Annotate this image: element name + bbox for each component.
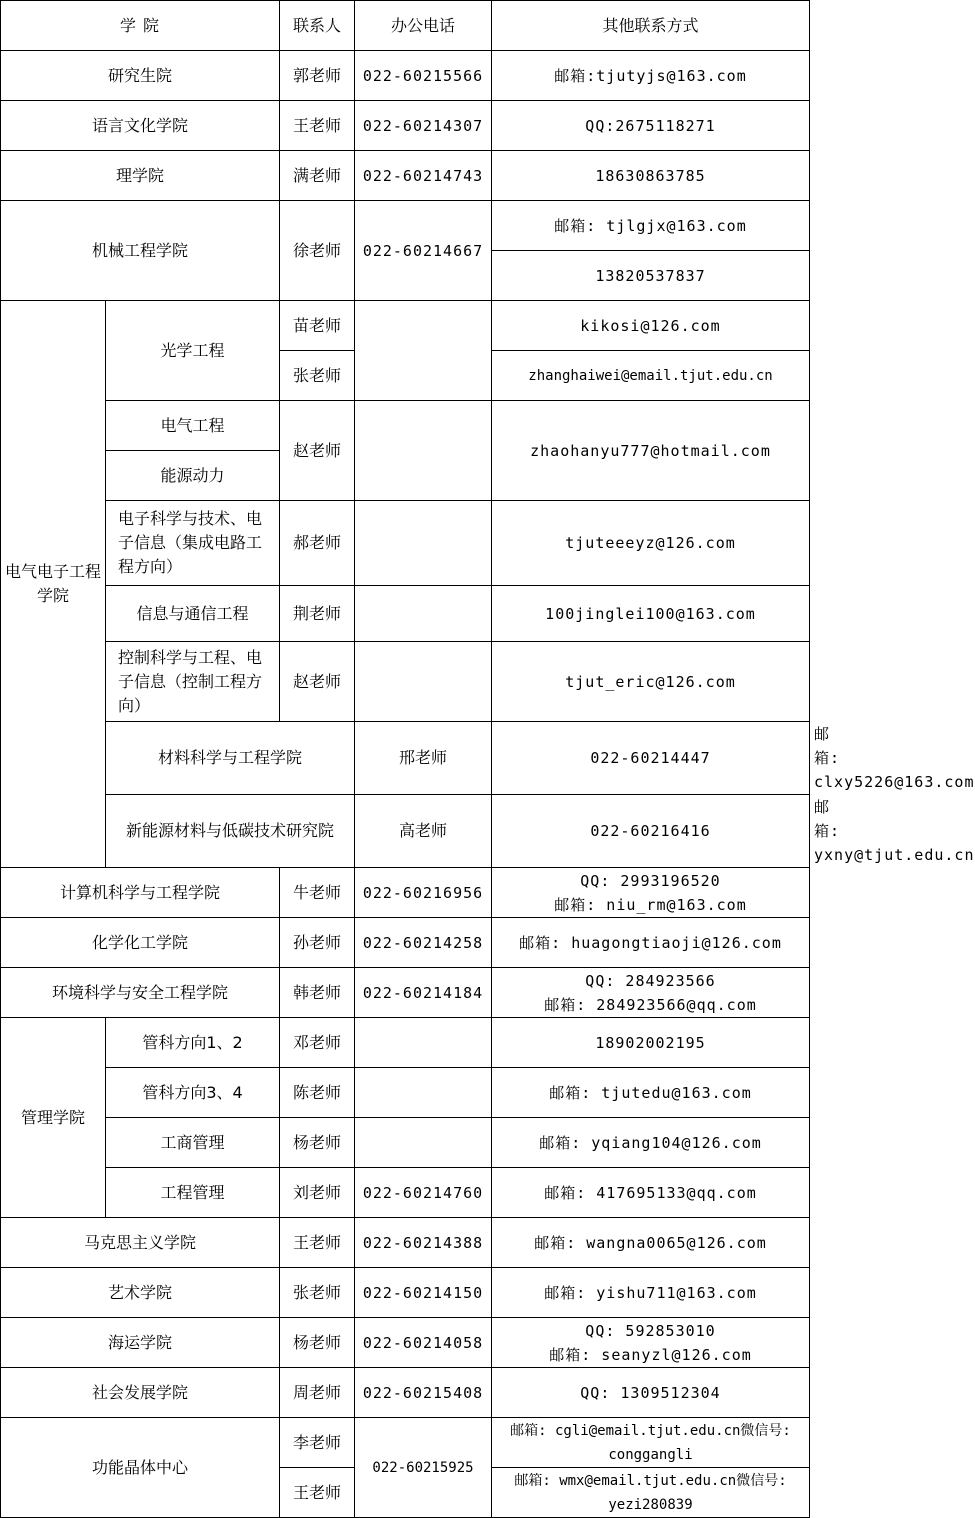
office-phone: 022-60214184 [355,968,492,1018]
other-contact: 18630863785 [492,151,810,201]
other-contact-line: 邮箱: 284923566@qq.com [544,995,757,1014]
other-contact: 邮箱: tjutedu@163.com [492,1068,810,1118]
office-phone [355,401,492,501]
other-contact: 18902002195 [492,1018,810,1068]
office-phone: 022-60214150 [355,1268,492,1318]
contact-person: 高老师 [355,795,492,868]
contact-person: 荆老师 [280,586,355,642]
contact-person: 赵老师 [280,401,355,501]
other-contact: 邮箱: tjlgjx@163.com [492,201,810,251]
other-contact: zhaohanyu777@hotmail.com [492,401,810,501]
office-phone: 022-60215408 [355,1368,492,1418]
other-contact [492,868,810,918]
contact-person: 韩老师 [280,968,355,1018]
table-row: 材料科学与工程学院 邢老师 022-60214447 邮箱: clxy5226@163.com [1,722,810,795]
other-contact-line: 邮箱: niu_rm@163.com [554,895,747,914]
major-name: 信息与通信工程 [106,586,280,642]
header-contact: 联系人 [280,1,355,51]
other-contact: 邮箱: 417695133@qq.com [492,1168,810,1218]
header-phone: 办公电话 [355,1,492,51]
major-name: 工商管理 [106,1118,280,1168]
contact-person: 邢老师 [355,722,492,795]
table-row: 新能源材料与低碳技术研究院 高老师 022-60216416 邮箱: yxny@tjut.edu.cn [1,795,810,868]
table-row [1,1018,810,1068]
other-contact: 邮箱: yishu711@163.com [492,1268,810,1318]
contact-person: 孙老师 [280,918,355,968]
college-name: 化学化工学院 [1,918,280,968]
table-row [1,501,810,586]
office-phone: 022-60214258 [355,918,492,968]
other-contact: 邮箱: yqiang104@126.com [492,1118,810,1168]
office-phone: 022-60214307 [355,101,492,151]
office-phone: 022-60214760 [355,1168,492,1218]
table-row [1,642,810,722]
major-name: 能源动力 [106,451,280,501]
major-name: 管科方向1、2 [106,1018,280,1068]
office-phone [355,586,492,642]
major-name: 管科方向3、4 [106,1068,280,1118]
contact-person: 郝老师 [280,501,355,586]
other-contact-line: 邮箱: seanyzl@126.com [549,1345,752,1364]
office-phone [355,1068,492,1118]
college-name: 语言文化学院 [1,101,280,151]
table-row [1,586,810,642]
major-name: 电气工程 [106,401,280,451]
major-name: 电子科学与技术、电子信息（集成电路工程方向） [106,501,280,586]
header-other: 其他联系方式 [492,1,810,51]
table-row [1,301,810,351]
other-contact: 邮箱: wmx@email.tjut.edu.cn微信号: yezi280839 [492,1468,810,1518]
other-contact: 13820537837 [492,251,810,301]
college-name: 海运学院 [1,1318,280,1368]
other-contact [492,1318,810,1368]
other-contact-line: QQ: 284923566 [585,971,716,990]
other-contact: kikosi@126.com [492,301,810,351]
college-name: 马克思主义学院 [1,1218,280,1268]
major-name: 工程管理 [106,1168,280,1218]
contact-person: 杨老师 [280,1318,355,1368]
college-name: 艺术学院 [1,1268,280,1318]
table-row [1,1418,810,1468]
office-phone: 022-60215925 [355,1418,492,1518]
contact-person: 满老师 [280,151,355,201]
table-row [1,968,810,1018]
table-row [1,201,810,251]
other-contact: 邮箱: cgli@email.tjut.edu.cn微信号: conggangli [492,1418,810,1468]
other-contact: 100jinglei100@163.com [492,586,810,642]
table-row [1,868,810,918]
other-contact: QQ: 1309512304 [492,1368,810,1418]
college-name: 理学院 [1,151,280,201]
contact-person: 张老师 [280,1268,355,1318]
other-contact: 邮箱: huagongtiaoji@126.com [492,918,810,968]
contact-person: 陈老师 [280,1068,355,1118]
table-row [1,51,810,101]
contact-person: 刘老师 [280,1168,355,1218]
contact-person: 王老师 [280,1218,355,1268]
office-phone [355,1018,492,1068]
other-contact: tjuteeeyz@126.com [492,501,810,586]
contact-person: 徐老师 [280,201,355,301]
header-college: 学 院 [1,1,280,51]
office-phone: 022-60214058 [355,1318,492,1368]
other-contact-line: QQ: 2993196520 [580,871,721,890]
college-name: 新能源材料与低碳技术研究院 [106,795,355,868]
office-phone [355,301,492,401]
other-contact: 邮箱: wangna0065@126.com [492,1218,810,1268]
office-phone: 022-60216416 [492,795,810,868]
office-phone [355,642,492,722]
contact-person: 赵老师 [280,642,355,722]
contact-person: 牛老师 [280,868,355,918]
other-contact: 邮箱:tjutyjs@163.com [492,51,810,101]
table-row [1,918,810,968]
office-phone: 022-60216956 [355,868,492,918]
office-phone: 022-60214667 [355,201,492,301]
office-phone [355,1118,492,1168]
contact-person: 郭老师 [280,51,355,101]
contact-person: 李老师 [280,1418,355,1468]
college-name: 管理学院 [1,1018,106,1218]
contact-person: 邓老师 [280,1018,355,1068]
table-row [1,1218,810,1268]
other-contact-line: QQ: 592853010 [585,1321,716,1340]
other-contact [492,968,810,1018]
table-row [1,1068,810,1118]
other-contact: zhanghaiwei@email.tjut.edu.cn [492,351,810,401]
college-name: 功能晶体中心 [1,1418,280,1518]
table-row [1,1368,810,1418]
office-phone [355,501,492,586]
contact-person: 周老师 [280,1368,355,1418]
college-name: 电气电子工程学院 [1,301,106,868]
contact-person: 苗老师 [280,301,355,351]
office-phone: 022-60214447 [492,722,810,795]
table-row [1,1318,810,1368]
contact-person: 王老师 [280,101,355,151]
college-name: 材料科学与工程学院 [106,722,355,795]
college-name: 社会发展学院 [1,1368,280,1418]
table-row [1,1118,810,1168]
other-contact: tjut_eric@126.com [492,642,810,722]
major-name: 控制科学与工程、电子信息（控制工程方向） [106,642,280,722]
table-row [1,101,810,151]
office-phone: 022-60214743 [355,151,492,201]
other-contact: QQ:2675118271 [492,101,810,151]
office-phone: 022-60214388 [355,1218,492,1268]
college-name: 环境科学与安全工程学院 [1,968,280,1018]
table-row [1,1168,810,1218]
table-row [1,401,810,451]
major-name: 光学工程 [106,301,280,401]
office-phone: 022-60215566 [355,51,492,101]
college-name: 计算机科学与工程学院 [1,868,280,918]
contact-person: 张老师 [280,351,355,401]
contact-person: 杨老师 [280,1118,355,1168]
college-name: 机械工程学院 [1,201,280,301]
contact-person: 王老师 [280,1468,355,1518]
table-row [1,151,810,201]
table-row [1,1268,810,1318]
college-name: 研究生院 [1,51,280,101]
